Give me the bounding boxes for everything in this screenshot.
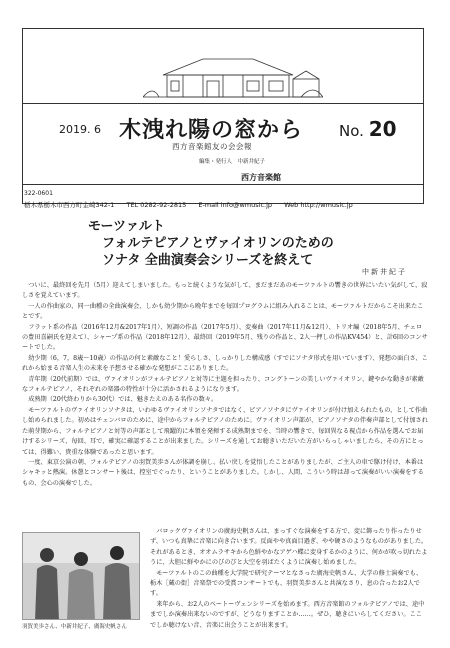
photo-caption: 羽賀美歩さん、中新井紀子、廣海史帆さん [22, 624, 127, 630]
paragraph: 来年から、お2人のベートーヴェンシリーズを始めます。西方音楽館のフォルテピアノでは、途中までしか演奏出来ないのですが、どうなりますことか……。ぜひ、聴きにいらしてください。ここでしか聴けない音、音楽に出会うことが出来ます。 [150, 600, 425, 629]
article-heading-line: フォルテピアノとヴァイオリンのための [102, 236, 334, 251]
article-body [22, 281, 428, 489]
paragraph: バロックヴァイオリンの廣海史帆さんは、まっすぐな演奏をする方で、変に飾ったり作ったりせず、いつも真摯に音楽に向き合います。反面やや真面目過ぎ、やや硬さのようなものがありました。それがあるとき、オオムラサキから色鮮やかなアゲハ蝶に変身するかのように、何かが吹っ切れたように、大胆に鮮やかにのびのびと大空を羽ばたくように演奏し始めました。 [150, 528, 428, 567]
paragraph: モーツァルトのヴァイオリンソナタは、いわゆるヴァイオリンソナタではなく、ピアノソナタにヴァイオリンが付け加えられたもの、として作曲し始められました。初めはチェンバロのために、途中からフォルテピアノのために。ヴァイオリン声部が、ピアノソナタの伴奏声部として付加された萌芽期から、フォルテピアノと対等の声部として飛躍的に本領を発揮する成熟期までを、当時の響きで、毎回異なる視点から作品を選んでお届けするシリーズ、毎回、耳で、確実に確認することが出来ました。シリーズを通してお聴きいただいた方がいらっしゃいましたら、その方にとっては、得難い、貴重な体験であったと思います。 [22, 406, 428, 456]
email[interactable]: E-mail info@wmusic.jp [198, 201, 273, 209]
newsletter-title: 木洩れ陽の窓から [119, 117, 304, 143]
editor-credit: 編集・発行人 中新井紀子 [199, 159, 266, 165]
issue-number-prefix: No. [339, 122, 364, 140]
website[interactable]: Web http://wmusic.jp [284, 201, 353, 209]
performers-photo [22, 532, 140, 620]
article-heading-line: モーツァルト [88, 219, 165, 234]
contact-info [24, 200, 428, 209]
article-author: 中新井紀子 [362, 268, 407, 276]
contact-divider [23, 184, 423, 185]
paragraph: 一人の作曲家の、同一曲種の全曲演奏会、しかも幼少期から晩年までを毎回プログラムに組み入れることは、モーツァルトだからこそ出来たことです。 [22, 302, 424, 321]
issue-number [339, 117, 397, 141]
venue-name: 西方音楽館 [241, 173, 281, 182]
issue-date: 2019. 6 [59, 123, 101, 136]
article-side-column [150, 527, 428, 631]
masthead-divider [23, 103, 423, 104]
concert-hall-illustration [143, 45, 323, 101]
paragraph: 青年期（20代前期）では、ヴァイオリンがフォルテピアノと対等に主題を担ったり、コングトーンの美しいヴァイオリン、鍵やかな動きが素敵なフォルテピアノ、それぞれの楽器の特性が十分に活かされるようになります。 [22, 375, 424, 394]
article-heading-line: ソナタ 全曲演奏会シリーズを終えて [102, 253, 314, 268]
paragraph: フラット系の作品（2016年12月&2017年1月）、短調の作品（2017年5月）、変奏曲（2017年11月&12月）、トリオ編（2018年5月、チェロの豊田喜嗣氏を迎えて）、シャープ系の作品（2018年12月）、最終回（2019年5月、残りの作品と、2人一押しの作品KV454）と、計6回のコンサートでした。 [22, 323, 428, 352]
performers-photo-illustration [23, 533, 140, 620]
newsletter-subtitle: 西方音楽館友の会会報 [172, 142, 252, 151]
issue-number-value: 20 [368, 117, 397, 141]
paragraph: 成熟期（20代終わりから30代）では、魅きたえのある名作の数々。 [28, 396, 218, 404]
article-heading [88, 218, 334, 269]
paragraph: 一度、東京公演の朝、フォルテピアノの羽賀美歩さんが体調を崩し、払い戻しを覚悟したことがありましたが、ご主人の車で駆け付け、本番はシャキッと熱演。休憩とコンサート後は、控室でぐったり、ということがありました。しかし、人間、こういう時は却って演奏がいい演奏をするもの、会心の演奏でした。 [22, 458, 424, 487]
telephone: TEL 0282-92-2815 [126, 201, 187, 209]
address: 栃木県栃木市西方町金崎342-1 [24, 201, 115, 209]
masthead [22, 28, 424, 204]
paragraph: ついに、最終回を先月（5月）迎えてしまいました。もっと続くような気がして、まだまだあのモーツァルトの響きの世界にいたい気がして、寂しさを覚えています。 [22, 282, 428, 300]
paragraph: モーツァルトのこの曲種を大学院で研究テーマとなさった廣海史帆さん、大学の修士演奏でも、栃木［蔵の街］音楽祭での受賞コンサートでも、羽賀美歩さんと共演なさり、息の合ったお2人です。 [150, 569, 423, 598]
paragraph: 幼少期（6，7，8歳～10歳）の作品の何と素敵なこと！愛らしさ、しっかりした構成感（すでにソナタ形式を用いています）、発想の面白さ、これから始まる音楽人生の未来を予想させる確かな発想がここにありました。 [22, 354, 428, 373]
postal-code: 322-0601 [24, 190, 53, 197]
